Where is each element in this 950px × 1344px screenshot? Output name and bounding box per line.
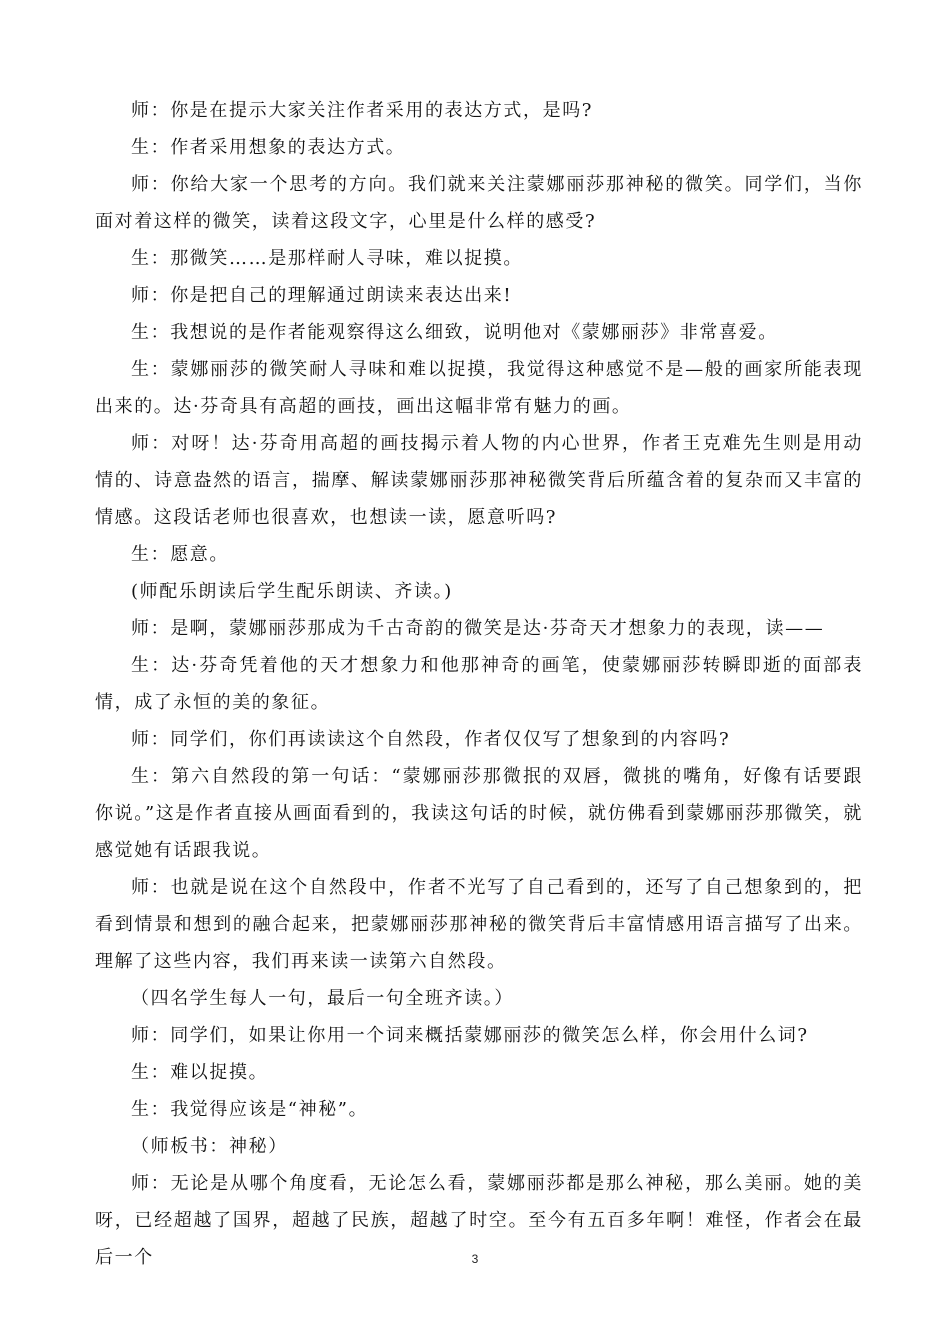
paragraph: 生：达·芬奇凭着他的天才想象力和他那神奇的画笔，使蒙娜丽莎转瞬即逝的面部表情，成了永恒的美的象征。 <box>95 655 863 713</box>
paragraph: 生：作者采用想象的表达方式。 <box>131 137 406 158</box>
paragraph: 师：也就是说在这个自然段中，作者不光写了自己看到的，还写了自己想象到的，把看到情景和想到的融合起来，把蒙娜丽莎那神秘的微笑背后丰富情感用语言描写了出来。理解了这些内容，我们再来读一读第六自然段。 <box>95 877 863 972</box>
paragraph: 师：对呀！达·芬奇用高超的画技揭示着人物的内心世界，作者王克难先生则是用动情的、诗意盎然的语言，揣摩、解读蒙娜丽莎那神秘微笑背后所蕴含着的复杂而又丰富的情感。这段话老师也很喜欢，也想读一读，愿意听吗? <box>95 433 863 528</box>
paragraph: 生：第六自然段的第一句话：“蒙娜丽莎那微抿的双唇，微挑的嘴角，好像有话要跟你说。”这是作者直接从画面看到的，我读这句话的时候，就仿佛看到蒙娜丽莎那微笑，就感觉她有话跟我说。 <box>95 766 863 861</box>
paragraph: 生：我觉得应该是“神秘”。 <box>131 1099 369 1120</box>
paragraph: （师板书：神秘） <box>131 1136 288 1157</box>
paragraph: 师：无论是从哪个角度看，无论怎么看，蒙娜丽莎都是那么神秘，那么美丽。她的美呀，已经超越了国界，超越了民族，超越了时空。至今有五百多年啊！难怪，作者会在最后一个 <box>95 1173 863 1268</box>
paragraph: 师：你是在提示大家关注作者采用的表达方式，是吗? <box>131 100 594 121</box>
paragraph: 师：你给大家一个思考的方向。我们就来关注蒙娜丽莎那神秘的微笑。同学们，当你面对着这样的微笑，读着这段文字，心里是什么样的感受? <box>95 174 863 232</box>
paragraph: 师：你是把自己的理解通过朗读来表达出来! <box>131 285 513 306</box>
paragraph: （四名学生每人一句，最后一句全班齐读。） <box>131 988 514 1009</box>
paragraph: 生：愿意。 <box>131 544 229 565</box>
paragraph: 师：同学们，如果让你用一个词来概括蒙娜丽莎的微笑怎么样，你会用什么词? <box>131 1025 809 1046</box>
paragraph: 师：是啊，蒙娜丽莎那成为千古奇韵的微笑是达·芬奇天才想象力的表现，读—— <box>131 618 825 639</box>
paragraph: 师：同学们，你们再读读这个自然段，作者仅仅写了想象到的内容吗? <box>131 729 731 750</box>
paragraph: (师配乐朗读后学生配乐朗读、齐读。) <box>131 581 453 602</box>
paragraph: 生：蒙娜丽莎的微笑耐人寻味和难以捉摸，我觉得这种感觉不是—般的画家所能表现出来的。达·芬奇具有高超的画技，画出这幅非常有魅力的画。 <box>95 359 863 417</box>
paragraph: 生：我想说的是作者能观察得这么细致，说明他对《蒙娜丽莎》非常喜爱。 <box>131 322 778 343</box>
paragraph: 生：那微笑……是那样耐人寻味，难以捉摸。 <box>131 248 523 269</box>
page-number: 3 <box>471 1252 479 1266</box>
document-body <box>95 92 863 1276</box>
paragraph: 生：难以捉摸。 <box>131 1062 269 1083</box>
